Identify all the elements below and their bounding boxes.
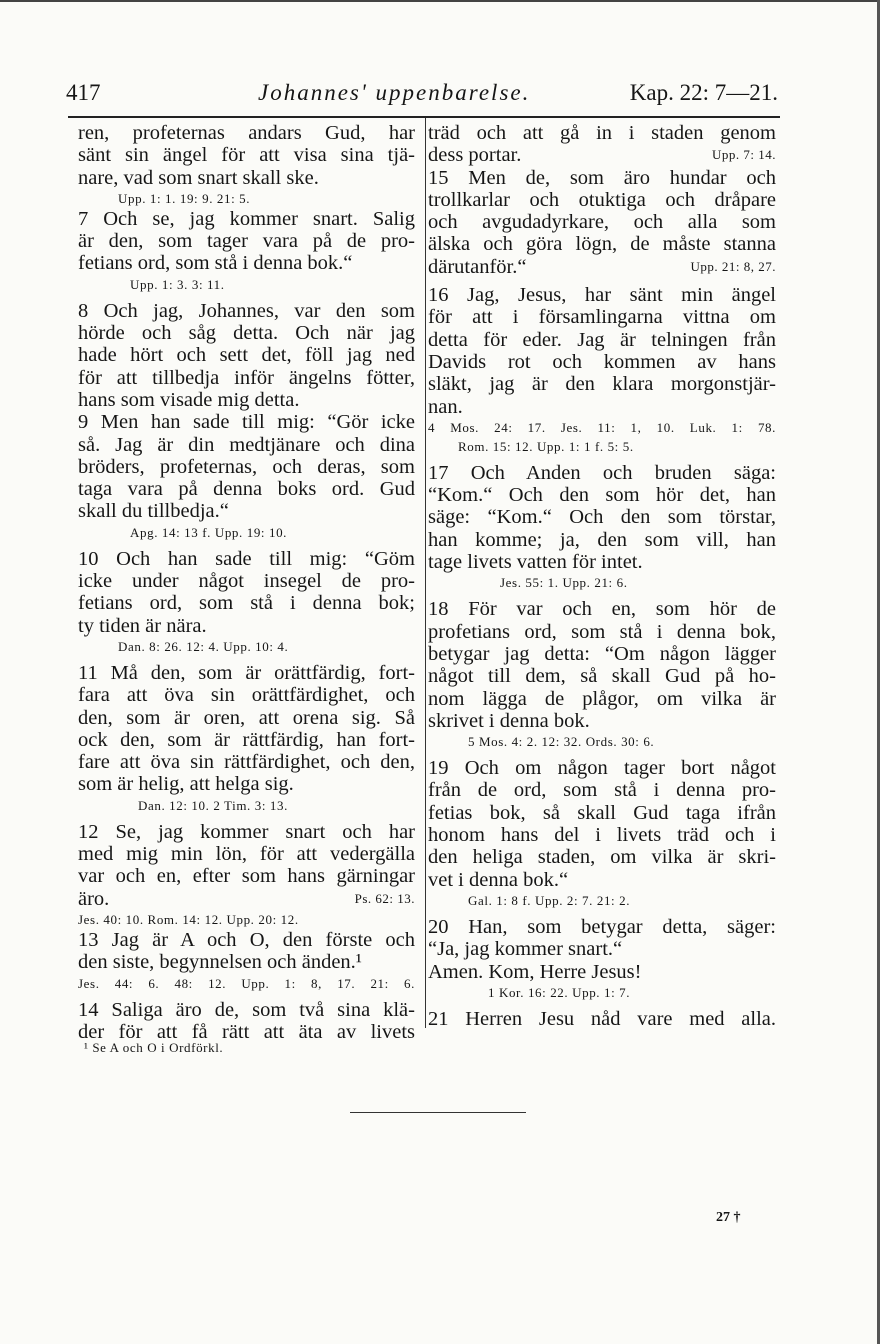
text-line: nare, vad som snart skall ske. (78, 166, 319, 189)
text-line: 20 Han, som betygar detta, säger: (428, 915, 776, 938)
cross-reference: 5 Mos. 4: 2. 12: 32. Ords. 30: 6. (468, 734, 655, 750)
text-line: “Kom.“ Och den som hör det, han (428, 484, 776, 507)
text-line-content: äro. (78, 887, 110, 910)
text-line: den heliga staden, om vilka är skri- (428, 846, 776, 869)
text-line: 17 Och Anden och bruden säga: (428, 461, 776, 484)
text-line (428, 256, 776, 278)
text-line: han komme; ja, den som vill, han (428, 528, 776, 551)
text-line-content: därutanför.“ (428, 255, 527, 278)
text-line: detta för eder. Jag är telningen från (428, 328, 776, 351)
header-rule (68, 116, 780, 118)
text-line: skrivet i denna bok. (428, 709, 590, 732)
text-line: nom lägga de plågor, om vilka är (428, 687, 776, 710)
text-line: 14 Saliga äro de, som två sina klä- (78, 998, 415, 1021)
footnote: ¹ Se A och O i Ordförkl. (84, 1040, 224, 1055)
text-line: betygar jag detta: “Om någon lägger (428, 642, 776, 665)
text-line: släkt, jag är den klara morgonstjär- (428, 373, 776, 396)
book-title: Johannes' uppenbarelse. (258, 80, 531, 105)
cross-reference: Upp. 7: 14. (712, 147, 776, 163)
text-line: 7 Och se, jag kommer snart. Salig (78, 207, 415, 230)
text-line: ty tiden är nära. (78, 614, 207, 637)
cross-reference: Jes. 40: 10. Rom. 14: 12. Upp. 20: 12. (78, 911, 299, 927)
signature-mark: 27 † (716, 1210, 741, 1225)
text-line (78, 888, 415, 910)
text-line: träd och att gå in i staden genom (428, 122, 776, 144)
text-line: säge: “Kom.“ Och den som törstar, (428, 506, 776, 529)
text-line: 11 Må den, som är orättfärdig, fort- (78, 661, 415, 684)
text-line: 10 Och han sade till mig: “Göm (78, 547, 415, 570)
text-line: något till dem, så skall Gud på ho- (428, 665, 776, 688)
text-line: fare att öva sin rättfärdighet, och den, (78, 751, 415, 774)
text-line: 12 Se, jag kommer snart och har (78, 820, 415, 843)
text-line: tage livets vatten för intet. (428, 551, 643, 574)
cross-reference: Upp. 1: 3. 3: 11. (130, 276, 225, 292)
text-line: profetians ord, som stå i denna bok, (428, 620, 776, 643)
text-line: 16 Jag, Jesus, har sänt min ängel (428, 284, 776, 307)
cross-reference: 1 Kor. 16: 22. Upp. 1: 7. (488, 984, 631, 1000)
text-line: sänt sin ängel för att visa sina tjä- (78, 144, 415, 167)
text-line: honom hans del i livets träd och i (428, 824, 776, 847)
text-line: 13 Jag är A och O, den förste och (78, 928, 415, 951)
text-line: vet i denna bok.“ (428, 868, 569, 891)
text-line: med mig min lön, för att vedergälla (78, 843, 415, 866)
text-line: som är helig, att helga sig. (78, 773, 294, 796)
text-line: 8 Och jag, Johannes, var den som (78, 299, 415, 322)
text-line: älska och göra lögn, de måste stanna (428, 233, 776, 256)
text-line: 15 Men de, som äro hundar och (428, 166, 776, 189)
cross-reference: Ps. 62: 13. (354, 890, 415, 906)
cross-reference: Upp. 21: 8, 27. (690, 258, 776, 274)
text-line: skall du tillbedja.“ (78, 500, 229, 523)
cross-reference: 4 Mos. 24: 17. Jes. 11: 1, 10. Luk. 1: 78. (428, 419, 776, 435)
text-line: 18 För var och en, som hör de (428, 598, 776, 621)
text-line: bröders, profeternas, och deras, som (78, 455, 415, 478)
column-divider (425, 118, 426, 1028)
text-line: ock den, som är rättfärdig, han fort- (78, 728, 415, 751)
text-line: 21 Herren Jesu nåd vare med alla. (428, 1007, 776, 1030)
text-line: nan. (428, 395, 463, 418)
text-line: ren, profeternas andars Gud, har (78, 122, 415, 144)
text-line: fetias bok, så skall Gud taga ifrån (428, 801, 776, 824)
text-line: för att tillbedja inför ängelns fötter, (78, 366, 415, 389)
cross-reference: Dan. 12: 10. 2 Tim. 3: 13. (138, 797, 288, 813)
right-column (428, 122, 776, 1030)
text-line: hade hört och sett det, föll jag ned (78, 344, 415, 367)
cross-reference: Apg. 14: 13 f. Upp. 19: 10. (130, 524, 288, 540)
text-line: der för att få rätt att äta av livets (78, 1020, 415, 1043)
page-top-edge (0, 0, 880, 2)
text-line: fetians ord, som stå i denna bok; (78, 592, 415, 615)
text-line (428, 144, 776, 166)
chapter-reference: Kap. 22: 7—21. (629, 80, 778, 105)
text-line: och avgudadyrkare, och alla som (428, 211, 776, 234)
text-line: för att i församlingarna vittna om (428, 306, 776, 329)
left-column (78, 122, 415, 1043)
cross-reference: Dan. 8: 26. 12: 4. Upp. 10: 4. (118, 638, 289, 654)
text-line: är den, som tager vara på de pro- (78, 230, 415, 253)
text-line: trollkarlar och otuktiga och dråpare (428, 188, 776, 211)
text-line: den, som är oren, att orena sig. Så (78, 706, 415, 729)
cross-reference: Jes. 44: 6. 48: 12. Upp. 1: 8, 17. 21: 6. (78, 975, 415, 991)
cross-reference: Gal. 1: 8 f. Upp. 2: 7. 21: 2. (468, 892, 631, 908)
text-line: “Ja, jag kommer snart.“ (428, 938, 623, 961)
running-header (58, 80, 780, 116)
page-number: 417 (66, 80, 101, 105)
text-line: hans som visade mig detta. (78, 388, 300, 411)
text-line: hörde och såg detta. Och när jag (78, 322, 415, 345)
text-line: från de ord, som stå i denna pro- (428, 779, 776, 802)
cross-reference: Rom. 15: 12. Upp. 1: 1 f. 5: 5. (458, 438, 634, 454)
text-line: icke under något insegel de pro- (78, 570, 415, 593)
text-line: taga vara på denna boks ord. Gud (78, 478, 415, 501)
text-line: fara att öva sin orättfärdighet, och (78, 684, 415, 707)
cross-reference: Jes. 55: 1. Upp. 21: 6. (500, 575, 628, 591)
text-line: 19 Och om någon tager bort något (428, 757, 776, 780)
text-line: så. Jag är din medtjänare och dina (78, 433, 415, 456)
cross-reference: Upp. 1: 1. 19: 9. 21: 5. (118, 190, 251, 206)
text-line-content: dess portar. (428, 144, 522, 167)
text-line: den siste, begynnelsen och änden.¹ (78, 951, 362, 974)
text-line: fetians ord, som stå i denna bok.“ (78, 252, 353, 275)
text-line: 9 Men han sade till mig: “Gör icke (78, 411, 415, 434)
text-line: Amen. Kom, Herre Jesus! (428, 960, 642, 983)
text-line: Davids rot och kommen av hans (428, 350, 776, 373)
end-rule (350, 1112, 526, 1113)
text-line: var och en, efter som hans gärningar (78, 865, 415, 888)
